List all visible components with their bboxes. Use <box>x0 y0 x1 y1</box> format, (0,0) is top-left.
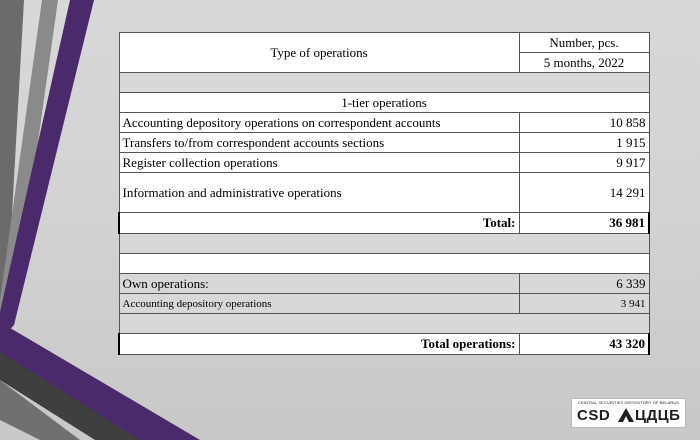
total-value: 36 981 <box>519 213 649 234</box>
grand-total-label: Total operations: <box>119 334 519 355</box>
csd-logo <box>571 398 686 428</box>
grand-total-row <box>119 334 649 355</box>
own-operations-row: Own operations: 6 339 <box>119 274 649 294</box>
logo-latin: CSD <box>577 407 611 424</box>
spacer-row <box>119 314 649 334</box>
total-row <box>119 213 649 234</box>
grand-total-value: 43 320 <box>519 334 649 355</box>
spacer-row <box>119 73 649 93</box>
table-row: Accounting depository operations on correspondent accounts 10 858 <box>119 113 649 133</box>
spacer-row <box>119 254 649 274</box>
number-header: Number, pcs. <box>519 33 649 53</box>
period-header: 5 months, 2022 <box>519 53 649 73</box>
table-row: Register collection operations 9 917 <box>119 153 649 173</box>
type-of-operations-header: Type of operations <box>119 33 519 73</box>
table-row: Transfers to/from correspondent accounts sections 1 915 <box>119 133 649 153</box>
accounting-operations-row: Accounting depository operations 3 941 <box>119 294 649 314</box>
table-row: Information and administrative operations 14 291 <box>119 173 649 213</box>
total-label: Total: <box>119 213 519 234</box>
spacer-row <box>119 234 649 254</box>
logo-tagline: CENTRAL SECURITIES DEPOSITORY OF BELARUS <box>577 400 680 405</box>
operations-table <box>118 32 650 355</box>
section-title: 1-tier operations <box>119 93 649 113</box>
logo-mark-icon <box>618 408 634 422</box>
logo-cyrillic: ЦДЦБ <box>635 407 681 424</box>
